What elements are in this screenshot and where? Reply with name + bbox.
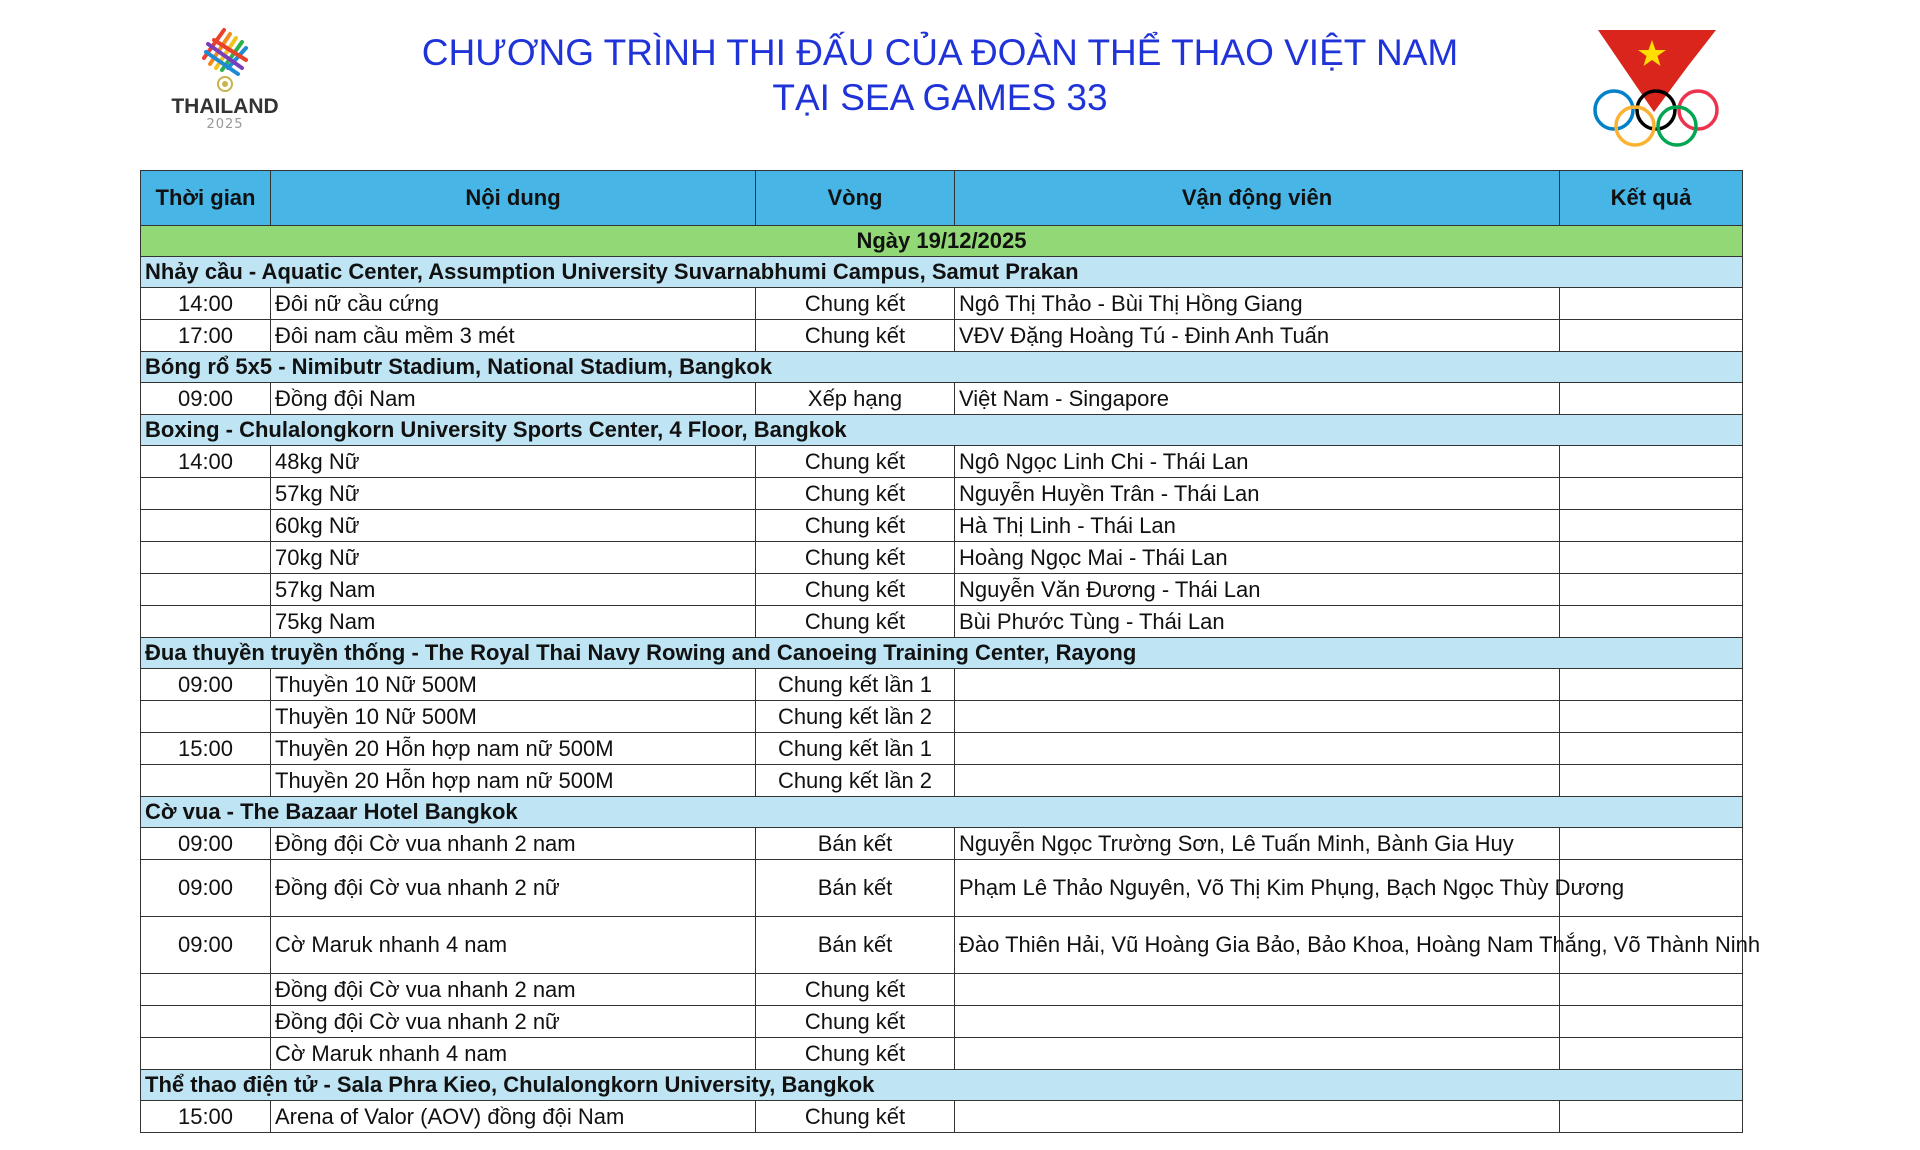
- round-cell: Chung kết: [756, 446, 955, 478]
- event-cell: Cờ Maruk nhanh 4 nam: [271, 1038, 756, 1070]
- event-cell: 70kg Nữ: [271, 542, 756, 574]
- table-row: [141, 1101, 1743, 1133]
- table-row: [141, 288, 1743, 320]
- time-cell: 09:00: [141, 860, 271, 917]
- round-cell: Chung kết: [756, 1038, 955, 1070]
- column-header-time: Thời gian: [141, 171, 271, 226]
- result-cell: [1560, 446, 1743, 478]
- venue-label: Thể thao điện tử - Sala Phra Kieo, Chulalongkorn University, Bangkok: [141, 1070, 1743, 1101]
- time-cell: 15:00: [141, 733, 271, 765]
- athletes-cell: Đào Thiên Hải, Vũ Hoàng Gia Bảo, Bảo Khoa, Hoàng Nam Thắng, Võ Thành Ninh: [955, 917, 1560, 974]
- column-header-round: Vòng: [756, 171, 955, 226]
- athletes-cell: Nguyễn Huyền Trân - Thái Lan: [955, 478, 1560, 510]
- table-row: [141, 1006, 1743, 1038]
- table-row: [141, 320, 1743, 352]
- table-row: [141, 446, 1743, 478]
- sea-games-emblem-icon: [190, 24, 260, 94]
- result-cell: [1560, 478, 1743, 510]
- round-cell: Chung kết: [756, 478, 955, 510]
- venue-label: Đua thuyền truyền thống - The Royal Thai Navy Rowing and Canoeing Training Center, Rayong: [141, 638, 1743, 669]
- athletes-cell: Ngô Thị Thảo - Bùi Thị Hồng Giang: [955, 288, 1560, 320]
- table-row: [141, 574, 1743, 606]
- result-cell: [1560, 1038, 1743, 1070]
- event-cell: 60kg Nữ: [271, 510, 756, 542]
- event-cell: Đôi nam cầu mềm 3 mét: [271, 320, 756, 352]
- event-cell: Cờ Maruk nhanh 4 nam: [271, 917, 756, 974]
- venue-row: [141, 257, 1743, 288]
- venue-row: [141, 415, 1743, 446]
- schedule-table: [140, 170, 1761, 1133]
- event-cell: 75kg Nam: [271, 606, 756, 638]
- athletes-cell: [955, 701, 1560, 733]
- result-cell: [1560, 383, 1743, 415]
- athletes-cell: Nguyễn Văn Đương - Thái Lan: [955, 574, 1560, 606]
- result-cell: [1560, 828, 1743, 860]
- time-cell: [141, 606, 271, 638]
- athletes-cell: VĐV Đặng Hoàng Tú - Đinh Anh Tuấn: [955, 320, 1560, 352]
- venue-row: [141, 797, 1743, 828]
- result-cell: [1560, 320, 1743, 352]
- table-row: [141, 383, 1743, 415]
- time-cell: 14:00: [141, 446, 271, 478]
- round-cell: Chung kết: [756, 320, 955, 352]
- time-cell: 14:00: [141, 288, 271, 320]
- athletes-cell: [955, 1006, 1560, 1038]
- event-cell: Thuyền 20 Hỗn hợp nam nữ 500M: [271, 733, 756, 765]
- event-cell: 48kg Nữ: [271, 446, 756, 478]
- round-cell: Chung kết: [756, 1006, 955, 1038]
- athletes-cell: Nguyễn Ngọc Trường Sơn, Lê Tuấn Minh, Bành Gia Huy: [955, 828, 1560, 860]
- athletes-cell: [955, 733, 1560, 765]
- result-cell: [1560, 288, 1743, 320]
- page-title: [300, 30, 1580, 120]
- venue-row: [141, 638, 1743, 669]
- result-cell: [1560, 606, 1743, 638]
- result-cell: [1560, 974, 1743, 1006]
- table-row: [141, 974, 1743, 1006]
- time-cell: 09:00: [141, 917, 271, 974]
- title-line-2: TẠI SEA GAMES 33: [772, 77, 1108, 118]
- table-row: [141, 510, 1743, 542]
- round-cell: Chung kết: [756, 974, 955, 1006]
- time-cell: [141, 510, 271, 542]
- venue-row: [141, 1070, 1743, 1101]
- table-row: [141, 606, 1743, 638]
- time-cell: 09:00: [141, 383, 271, 415]
- athletes-cell: [955, 1101, 1560, 1133]
- time-cell: [141, 1006, 271, 1038]
- result-cell: [1560, 1006, 1743, 1038]
- round-cell: Chung kết lần 2: [756, 701, 955, 733]
- venue-label: Nhảy cầu - Aquatic Center, Assumption University Suvarnabhumi Campus, Samut Prakan: [141, 257, 1743, 288]
- athletes-cell: Hà Thị Linh - Thái Lan: [955, 510, 1560, 542]
- venue-label: Bóng rổ 5x5 - Nimibutr Stadium, National Stadium, Bangkok: [141, 352, 1743, 383]
- event-cell: Thuyền 10 Nữ 500M: [271, 701, 756, 733]
- table-row: [141, 860, 1743, 917]
- round-cell: Bán kết: [756, 828, 955, 860]
- round-cell: Chung kết: [756, 542, 955, 574]
- time-cell: [141, 974, 271, 1006]
- time-cell: [141, 478, 271, 510]
- page-header: [0, 0, 1920, 160]
- athletes-cell: Phạm Lê Thảo Nguyên, Võ Thị Kim Phụng, Bạch Ngọc Thùy Dương: [955, 860, 1560, 917]
- table-row: [141, 542, 1743, 574]
- result-cell: [1560, 542, 1743, 574]
- athletes-cell: [955, 974, 1560, 1006]
- round-cell: Bán kết: [756, 860, 955, 917]
- logo-year: 2025: [206, 117, 244, 132]
- time-cell: 15:00: [141, 1101, 271, 1133]
- event-cell: Đồng đội Cờ vua nhanh 2 nam: [271, 974, 756, 1006]
- round-cell: Bán kết: [756, 917, 955, 974]
- time-cell: [141, 542, 271, 574]
- result-cell: [1560, 669, 1743, 701]
- round-cell: Chung kết: [756, 574, 955, 606]
- venue-label: Boxing - Chulalongkorn University Sports Center, 4 Floor, Bangkok: [141, 415, 1743, 446]
- result-cell: [1560, 701, 1743, 733]
- athletes-cell: Ngô Ngọc Linh Chi - Thái Lan: [955, 446, 1560, 478]
- athletes-cell: Bùi Phước Tùng - Thái Lan: [955, 606, 1560, 638]
- event-cell: 57kg Nam: [271, 574, 756, 606]
- logo-text: THAILAND: [171, 95, 279, 118]
- table-row: [141, 1038, 1743, 1070]
- athletes-cell: Việt Nam - Singapore: [955, 383, 1560, 415]
- table-row: [141, 828, 1743, 860]
- event-cell: Đôi nữ cầu cứng: [271, 288, 756, 320]
- table-row: [141, 669, 1743, 701]
- table-header-row: [141, 171, 1743, 226]
- round-cell: Chung kết: [756, 606, 955, 638]
- sea-games-logo: [160, 24, 290, 144]
- time-cell: 09:00: [141, 669, 271, 701]
- round-cell: Xếp hạng: [756, 383, 955, 415]
- table-row: [141, 478, 1743, 510]
- olympic-committee-logo: [1590, 26, 1730, 146]
- column-header-result: Kết quả: [1560, 171, 1743, 226]
- vietnam-flag-olympic-rings-icon: [1590, 26, 1720, 144]
- table-row: [141, 765, 1743, 797]
- time-cell: 09:00: [141, 828, 271, 860]
- table-row: [141, 701, 1743, 733]
- round-cell: Chung kết: [756, 510, 955, 542]
- round-cell: Chung kết lần 1: [756, 669, 955, 701]
- round-cell: Chung kết: [756, 288, 955, 320]
- event-cell: Đồng đội Nam: [271, 383, 756, 415]
- time-cell: 17:00: [141, 320, 271, 352]
- time-cell: [141, 574, 271, 606]
- venue-row: [141, 352, 1743, 383]
- athletes-cell: [955, 669, 1560, 701]
- title-line-1: CHƯƠNG TRÌNH THI ĐẤU CỦA ĐOÀN THỂ THAO VIỆT NAM: [421, 32, 1459, 73]
- column-header-athletes: Vận động viên: [955, 171, 1560, 226]
- result-cell: [1560, 765, 1743, 797]
- event-cell: Đồng đội Cờ vua nhanh 2 nữ: [271, 860, 756, 917]
- result-cell: [1560, 733, 1743, 765]
- time-cell: [141, 701, 271, 733]
- day-label: Ngày 19/12/2025: [141, 226, 1743, 257]
- round-cell: Chung kết: [756, 1101, 955, 1133]
- athletes-cell: Hoàng Ngọc Mai - Thái Lan: [955, 542, 1560, 574]
- result-cell: [1560, 1101, 1743, 1133]
- venue-label: Cờ vua - The Bazaar Hotel Bangkok: [141, 797, 1743, 828]
- event-cell: Đồng đội Cờ vua nhanh 2 nữ: [271, 1006, 756, 1038]
- event-cell: Arena of Valor (AOV) đồng đội Nam: [271, 1101, 756, 1133]
- day-row: [141, 226, 1743, 257]
- round-cell: Chung kết lần 1: [756, 733, 955, 765]
- result-cell: [1560, 574, 1743, 606]
- time-cell: [141, 1038, 271, 1070]
- event-cell: 57kg Nữ: [271, 478, 756, 510]
- table-row: [141, 917, 1743, 974]
- column-header-event: Nội dung: [271, 171, 756, 226]
- table-row: [141, 733, 1743, 765]
- event-cell: Đồng đội Cờ vua nhanh 2 nam: [271, 828, 756, 860]
- event-cell: Thuyền 10 Nữ 500M: [271, 669, 756, 701]
- athletes-cell: [955, 1038, 1560, 1070]
- result-cell: [1560, 510, 1743, 542]
- round-cell: Chung kết lần 2: [756, 765, 955, 797]
- time-cell: [141, 765, 271, 797]
- event-cell: Thuyền 20 Hỗn hợp nam nữ 500M: [271, 765, 756, 797]
- athletes-cell: [955, 765, 1560, 797]
